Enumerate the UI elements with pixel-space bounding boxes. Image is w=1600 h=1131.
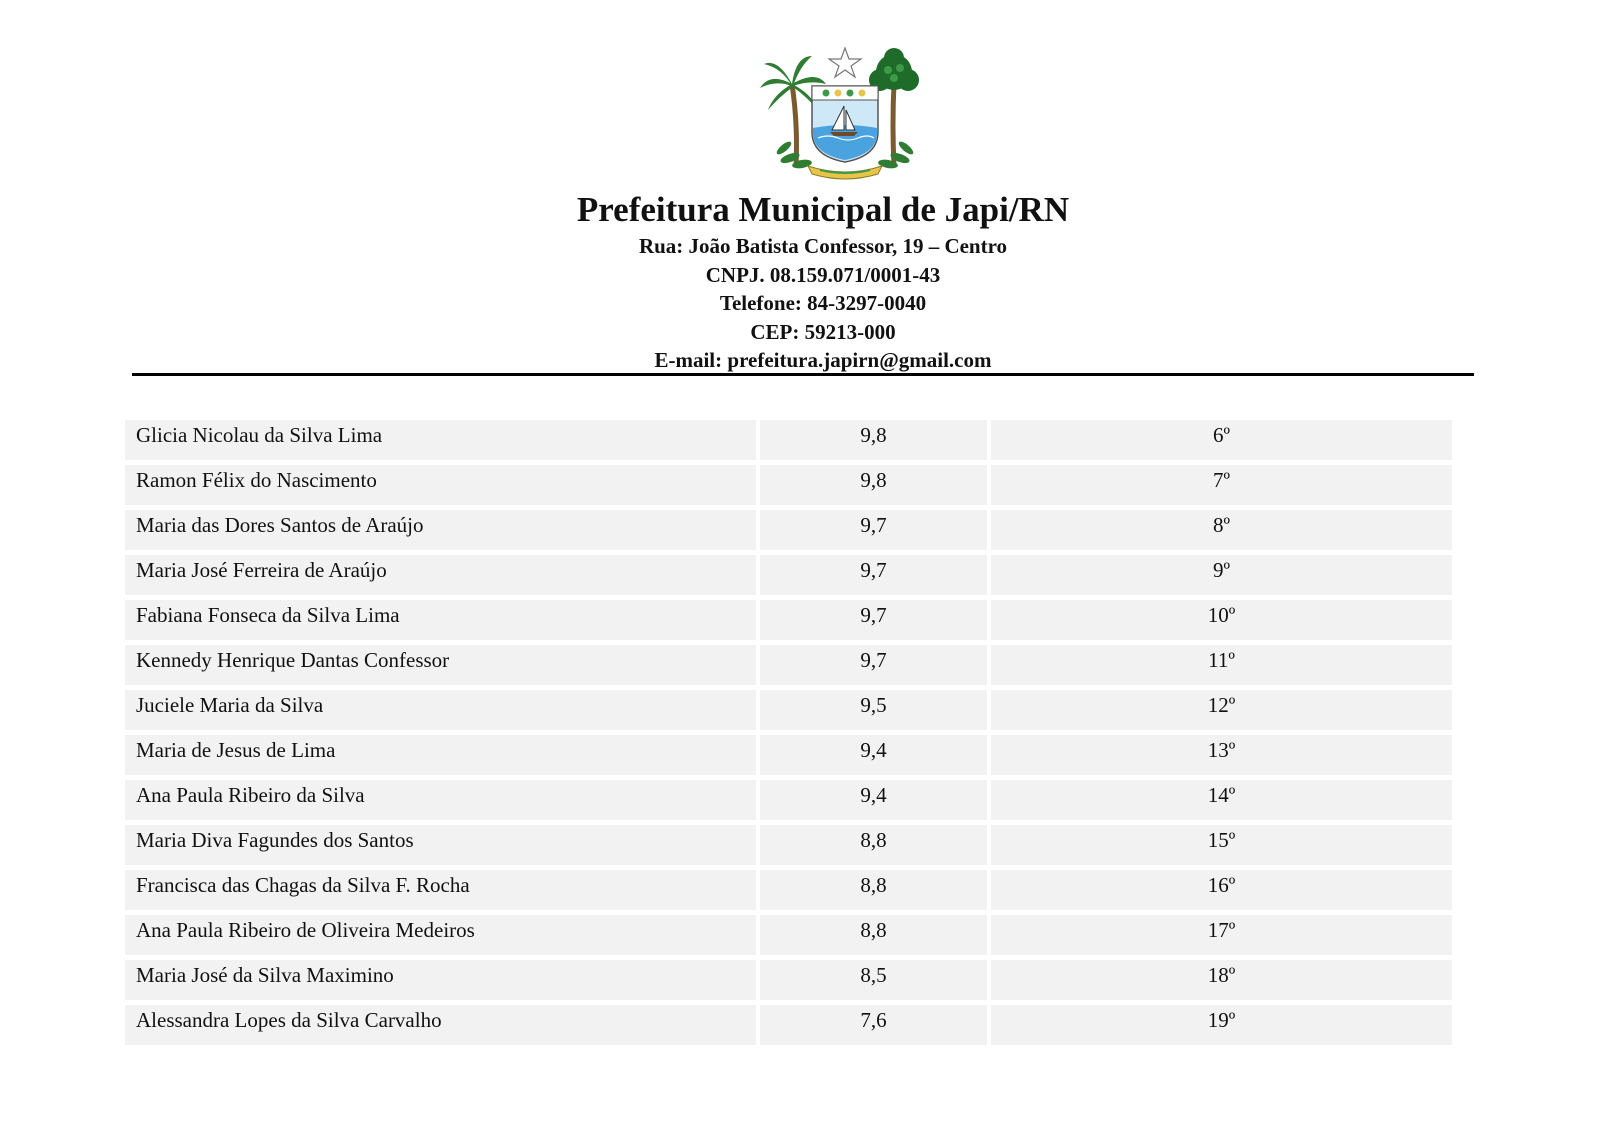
candidate-rank: 14º xyxy=(991,780,1452,820)
candidate-score: 8,8 xyxy=(760,915,987,955)
phone-line: Telefone: 84-3297-0040 xyxy=(719,291,927,315)
table-row xyxy=(125,690,1452,730)
candidate-score: 9,4 xyxy=(760,735,987,775)
header-divider xyxy=(132,373,1474,376)
table-row xyxy=(125,735,1452,775)
address-line: Rua: João Batista Confessor, 19 – Centro xyxy=(638,234,1008,258)
table-row xyxy=(125,825,1452,865)
candidate-name: Ramon Félix do Nascimento xyxy=(125,465,756,505)
candidate-rank: 12º xyxy=(991,690,1452,730)
page-title: Prefeitura Municipal de Japi/RN xyxy=(576,190,1070,229)
candidate-name: Glicia Nicolau da Silva Lima xyxy=(125,420,756,460)
candidate-rank: 9º xyxy=(991,555,1452,595)
letterhead xyxy=(0,188,1600,375)
candidate-score: 9,7 xyxy=(760,600,987,640)
coat-of-arms-icon xyxy=(760,44,930,184)
candidate-name: Ana Paula Ribeiro de Oliveira Medeiros xyxy=(125,915,756,955)
cnpj-line: CNPJ. 08.159.071/0001-43 xyxy=(705,262,941,287)
star-icon xyxy=(829,48,861,77)
candidate-rank: 7º xyxy=(991,465,1452,505)
candidate-rank: 17º xyxy=(991,915,1452,955)
candidate-score: 9,7 xyxy=(760,555,987,595)
candidate-rank: 11º xyxy=(991,645,1452,685)
candidate-rank: 10º xyxy=(991,600,1452,640)
candidate-rank: 13º xyxy=(991,735,1452,775)
candidate-rank: 6º xyxy=(991,420,1452,460)
candidate-rank: 18º xyxy=(991,960,1452,1000)
candidate-rank: 16º xyxy=(991,870,1452,910)
table-row xyxy=(125,780,1452,820)
email-line: E-mail: prefeitura.japirn@gmail.com xyxy=(654,348,992,372)
candidate-name: Maria José da Silva Maximino xyxy=(125,960,756,1000)
candidate-score: 9,5 xyxy=(760,690,987,730)
candidate-rank: 8º xyxy=(991,510,1452,550)
candidate-score: 9,4 xyxy=(760,780,987,820)
candidate-rank: 15º xyxy=(991,825,1452,865)
candidate-name: Francisca das Chagas da Silva F. Rocha xyxy=(125,870,756,910)
candidate-score: 7,6 xyxy=(760,1005,987,1045)
candidate-score: 9,8 xyxy=(760,465,987,505)
candidate-name: Ana Paula Ribeiro da Silva xyxy=(125,780,756,820)
table-row xyxy=(125,420,1452,460)
candidate-name: Alessandra Lopes da Silva Carvalho xyxy=(125,1005,756,1045)
candidate-name: Juciele Maria da Silva xyxy=(125,690,756,730)
table-row xyxy=(125,645,1452,685)
table-row xyxy=(125,1005,1452,1045)
candidate-score: 8,5 xyxy=(760,960,987,1000)
candidate-name: Maria de Jesus de Lima xyxy=(125,735,756,775)
table-row xyxy=(125,465,1452,505)
results-table xyxy=(125,420,1452,1050)
candidate-score: 8,8 xyxy=(760,870,987,910)
candidate-name: Maria José Ferreira de Araújo xyxy=(125,555,756,595)
candidate-score: 9,8 xyxy=(760,420,987,460)
candidate-score: 9,7 xyxy=(760,510,987,550)
table-row xyxy=(125,510,1452,550)
candidate-score: 9,7 xyxy=(760,645,987,685)
candidate-name: Kennedy Henrique Dantas Confessor xyxy=(125,645,756,685)
table-row xyxy=(125,555,1452,595)
table-row xyxy=(125,600,1452,640)
cep-line: CEP: 59213-000 xyxy=(750,319,896,344)
table-row xyxy=(125,960,1452,1000)
candidate-score: 8,8 xyxy=(760,825,987,865)
table-row xyxy=(125,870,1452,910)
candidate-rank: 19º xyxy=(991,1005,1452,1045)
table-row xyxy=(125,915,1452,955)
candidate-name: Maria das Dores Santos de Araújo xyxy=(125,510,756,550)
candidate-name: Fabiana Fonseca da Silva Lima xyxy=(125,600,756,640)
candidate-name: Maria Diva Fagundes dos Santos xyxy=(125,825,756,865)
